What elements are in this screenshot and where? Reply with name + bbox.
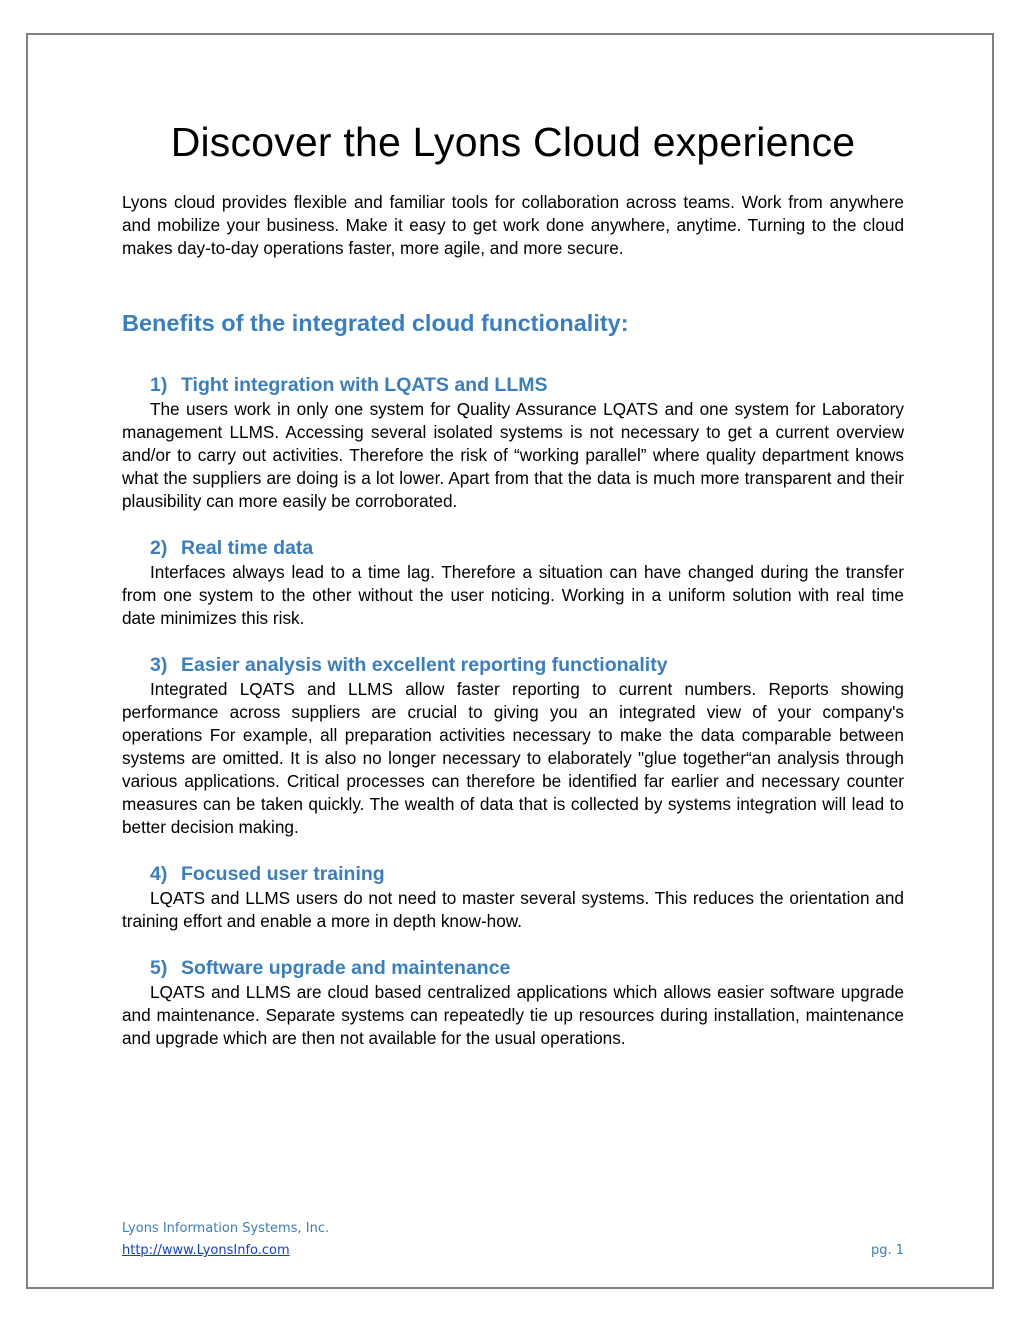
benefit-number: 1) [150,374,168,397]
benefit-text: LQATS and LLMS users do not need to master several systems. This reduces the orientation and training effort and enable a more in depth know-how. [122,888,904,932]
page-number: pg. 1 [870,1243,904,1258]
benefit-heading [150,373,904,397]
benefit-number: 2) [150,537,168,560]
footer-row [122,1240,904,1262]
website-link[interactable]: http://www.LyonsInfo.com [122,1243,290,1258]
benefit-item [122,373,904,513]
intro-paragraph: Lyons cloud provides flexible and familiar tools for collaboration across teams. Work from anywhere and mobilize your business. Make it easy to get work done anywhere, anytime. Turning to the cloud makes day-to-day operations faster, more agile, and more secure. [122,192,904,259]
benefit-heading [150,956,904,980]
benefits-heading: Benefits of the integrated cloud functionality: [122,310,629,337]
benefit-item [122,956,904,1050]
benefit-text: Integrated LQATS and LLMS allow faster reporting to current numbers. Reports showing performance across suppliers are crucial to giving you an integrated view of your company's operations For example, all preparation activities necessary to make the data comparable between systems are omitted. It is also no longer necessary to elaborately "glue together“an analysis through various applications. Critical processes can therefore be identified far earlier and necessary counter measures can be taken quickly. The wealth of data that is collected by systems integration will lead to better decision making. [122,679,904,838]
benefit-number: 4) [150,863,168,886]
benefit-text: Interfaces always lead to a time lag. Therefore a situation can have changed during the transfer from one system to the other without the user noticing. Working in a uniform solution with real time date minimizes this risk. [122,562,904,629]
benefit-number: 3) [150,654,168,677]
benefit-item [122,536,904,630]
page-title: Discover the Lyons Cloud experience [170,119,856,165]
benefit-heading [150,536,904,560]
benefit-number: 5) [150,957,168,980]
benefit-heading [150,653,904,677]
benefit-title: Easier analysis with excellent reporting functionality [181,654,668,677]
benefit-title: Real time data [181,537,314,560]
benefit-heading [150,862,904,886]
benefit-text: The users work in only one system for Quality Assurance LQATS and one system for Laboratory management LLMS. Accessing several isolated systems is not necessary to get a current overview and/or to carry out activities. Therefore the risk of “working parallel” where quality department knows what the suppliers are doing is a lot lower. Apart from that the data is much more transparent and their plausibility can more easily be corroborated. [122,399,904,512]
footer-company: Lyons Information Systems, Inc. [122,1221,330,1236]
benefit-title: Software upgrade and maintenance [181,957,511,980]
benefit-item [122,862,904,933]
benefit-item [122,653,904,839]
benefit-text: LQATS and LLMS are cloud based centralized applications which allows easier software upgrade and maintenance. Separate systems can repeatedly tie up resources during installation, maintenance and upgrade which are then not available for the usual operations. [122,982,904,1049]
document-body [122,120,904,1073]
benefit-title: Focused user training [181,863,385,886]
benefit-title: Tight integration with LQATS and LLMS [181,374,548,397]
page-footer [122,1218,904,1262]
